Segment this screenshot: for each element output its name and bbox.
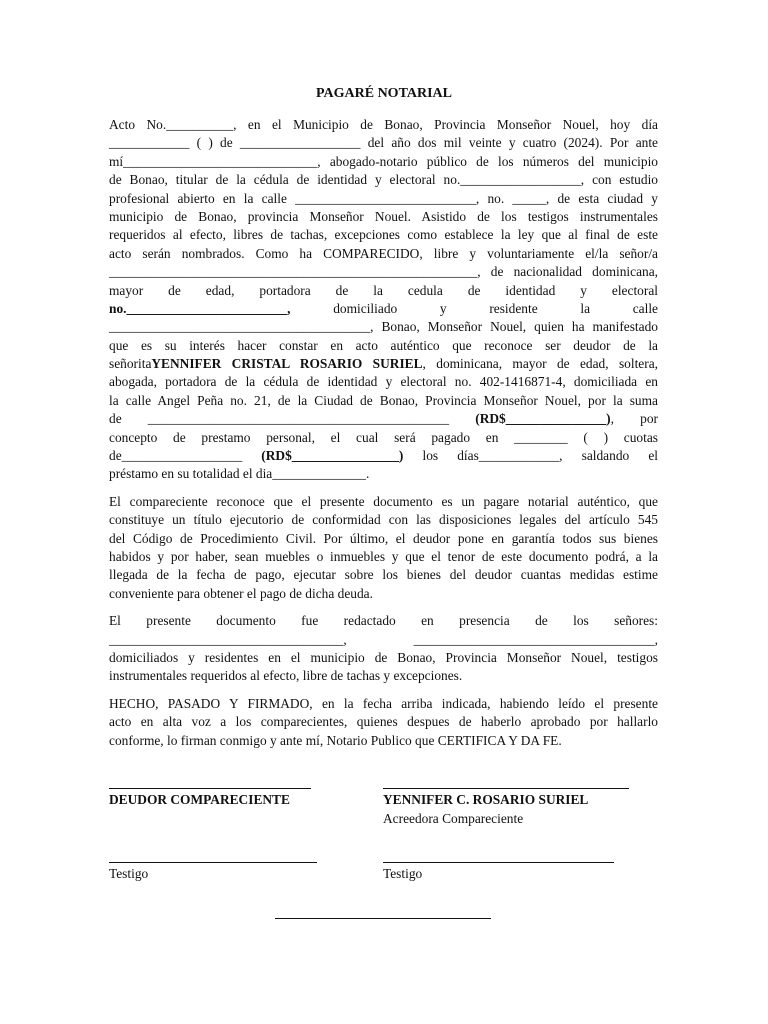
text-line [109,355,658,373]
text-line [109,245,658,263]
text-line [109,171,658,189]
text-run: que es su interés hacer constar en acto auténtico que reconoce ser deudor de la [109,337,658,353]
notary-signature-block [275,918,491,919]
text-run: de Bonao, titular de la cédula de identidad y electoral no.__________________, con estudio [109,172,658,188]
text-line [109,429,658,447]
text-line [109,447,658,465]
text-line [109,153,658,171]
text-run: profesional abierto en la calle ___________________________, no. _____, de esta ciudad y [109,190,658,206]
bold-text: (RD$________________) [261,448,404,464]
creditor-name: YENNIFER C. ROSARIO SURIEL [383,792,589,807]
creditor-signature-line [383,788,629,789]
text-line [109,134,658,152]
witness1-signature-block [109,862,317,882]
witness2-label: Testigo [383,866,423,881]
text-line [109,263,658,281]
text-line: constituye un título ejecutorio de conformidad con las disposiciones legales del artículo 545 [109,512,658,528]
paragraph-reconocimiento [109,493,658,603]
text-run: de _____________________________________________ [109,411,476,427]
text-run: de__________________ [109,448,262,464]
debtor-label: DEUDOR COMPARECIENTE [109,792,290,807]
text-run: , dominicana, mayor de edad, soltera, [422,356,658,372]
text-line: acto en alta voz a los comparecientes, quienes despues de haberlo aprobado por hallarlo [109,714,658,730]
text-line: habidos y por haber, sean muebles o inmuebles y que el tenor de este documento podrá, a la [109,548,658,564]
text-run: préstamo en su totalidad el dia______________. [109,466,370,482]
text-line [109,410,658,428]
debtor-signature-line [109,788,311,789]
text-line [109,116,658,134]
text-line [109,337,658,355]
text-run: acto serán nombrados. Como ha COMPARECIDO, libre y voluntariamente el/la señor/a [109,245,658,261]
text-line [109,282,658,300]
bold-text: (RD$_______________) [475,411,611,427]
text-line: llegada de la fecha de pago, ejecutar sobre los bienes del deudor cuantas medidas estime [109,567,658,583]
paragraph-testigos [109,612,658,686]
text-line: El presente documento fue redactado en presencia de los señores: [109,613,658,629]
text-line: del Código de Procedimiento Civil. Por último, el deudor pone en garantía todos sus bienes [109,530,658,546]
document-title: PAGARÉ NOTARIAL [316,86,452,101]
witness2-signature-block [383,862,614,882]
text-run: , por [610,411,658,427]
debtor-signature-block [109,788,311,808]
text-run: mí_____________________________, abogado-notario público de los números del municipio [109,153,658,169]
text-line: ___________________________________, ____________________________________, [109,631,658,647]
witness2-signature-line [383,862,614,863]
text-line: domiciliados y residentes en el municipio de Bonao, Provincia Monseñor Nouel, testigos [109,649,658,665]
text-run: los días____________, saldando el [403,448,658,464]
witness1-label: Testigo [109,866,149,881]
text-run: ____________ ( ) de __________________ del año dos mil veinte y cuatro (2024). Por ante [109,135,658,151]
witness1-signature-line [109,862,317,863]
text-run: _______________________________________, Bonao, Monseñor Nouel, quien ha manifestado [109,319,658,335]
text-line [109,392,658,410]
text-line [109,300,658,318]
document-body [109,116,658,750]
text-run: requeridos al efecto, libres de tachas, excepciones como establece la ley que al final de este [109,227,658,243]
text-line: conforme, lo firman conmigo y ante mí, Notario Publico que CERTIFICA Y DA FE. [109,732,562,748]
text-run: municipio de Bonao, provincia Monseñor Nouel. Asistido de los testigos instrumentales [109,208,658,224]
bold-text: no.________________________, [109,300,291,316]
text-line: instrumentales requeridos al efecto, libre de tachas y excepciones. [109,668,463,684]
text-line [109,190,658,208]
text-run: concepto de prestamo personal, el cual será pagado en ________ ( ) cuotas [109,429,658,445]
paragraph-comparecencia [109,116,658,484]
creditor-signature-block [383,788,629,827]
text-line [109,226,658,244]
text-line [109,318,658,336]
text-run: Acto No.__________, en el Municipio de Bonao, Provincia Monseñor Nouel, hoy día [109,117,658,132]
text-run: abogada, portadora de la cédula de identidad y electoral no. 402-1416871-4, domiciliada en [109,374,658,390]
text-run: _______________________________________________________, de nacionalidad dominicana, [109,264,658,280]
text-line [109,373,658,391]
text-run: la calle Angel Peña no. 21, de la Ciudad de Bonao, Provincia Monseñor Nouel, por la suma [109,392,658,408]
notary-signature-line [275,918,491,919]
text-run: mayor de edad, portadora de la cedula de identidad y electoral [109,282,658,298]
text-line: El compareciente reconoce que el presente documento es un pagare notarial auténtico, que [109,493,658,509]
creditor-role: Acreedora Compareciente [383,811,524,826]
text-line [109,465,658,483]
text-run: señorita [109,356,152,372]
text-line [109,208,658,226]
bold-text: YENNIFER CRISTAL ROSARIO SURIEL [151,356,423,372]
text-line: HECHO, PASADO Y FIRMADO, en la fecha arriba indicada, habiendo leído el presente [109,695,658,711]
text-run: domiciliado y residente la calle [290,300,658,316]
paragraph-cierre [109,695,658,750]
text-line: conveniente para obtener el pago de dicha deuda. [109,585,373,601]
